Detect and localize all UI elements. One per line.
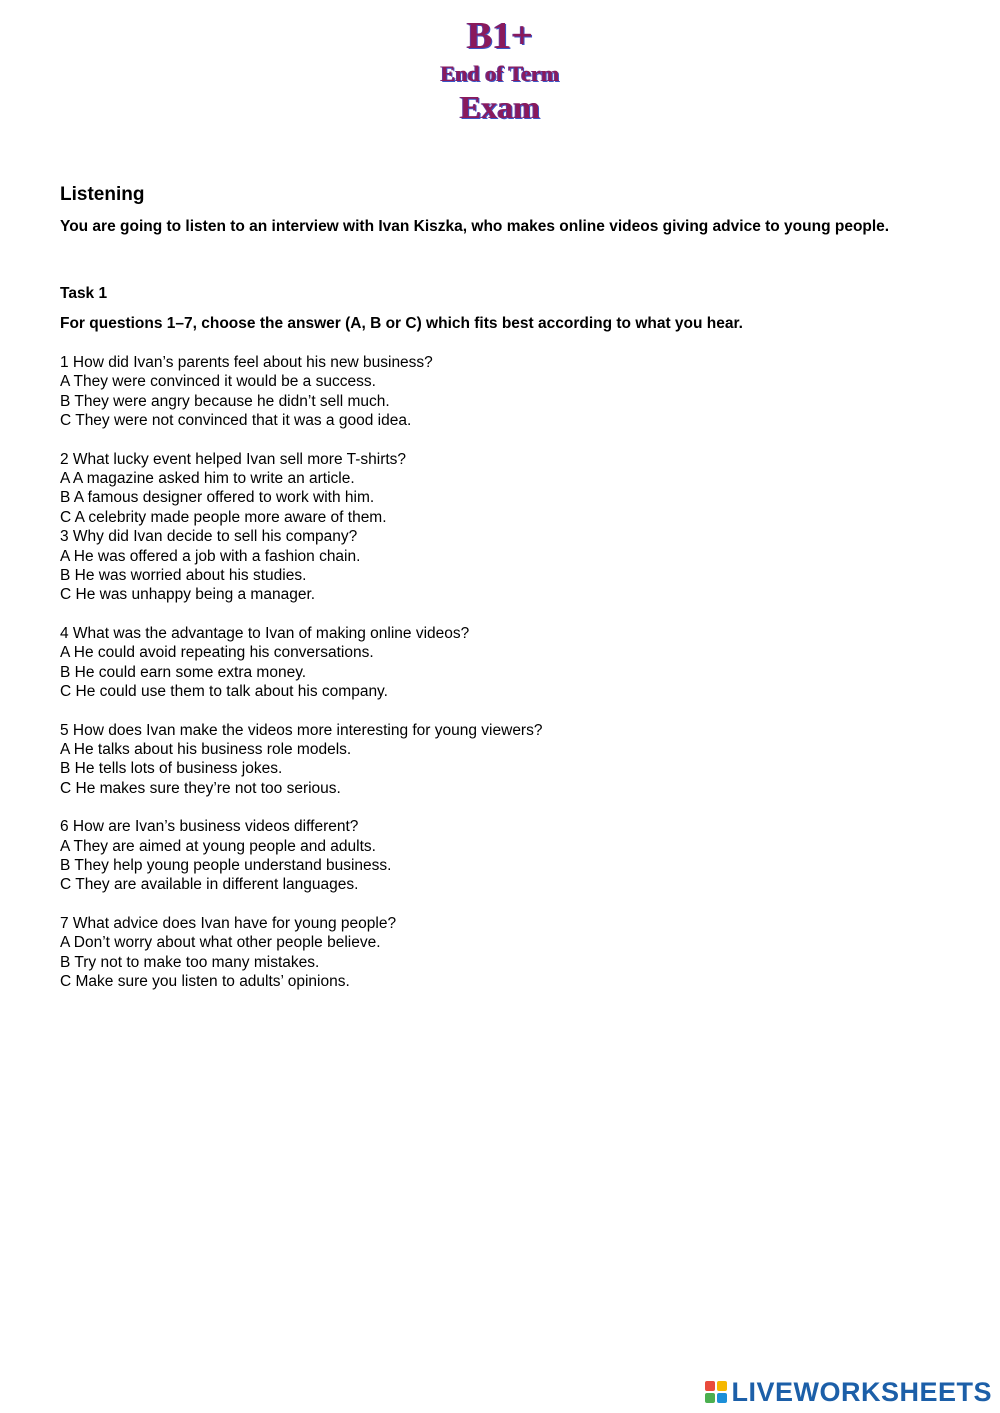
brand-wordmark: LIVEWORKSHEETS	[731, 1376, 992, 1407]
option-a: A He could avoid repeating his conversations.	[60, 644, 374, 662]
option-c: C They were not convinced that it was a good idea.	[60, 412, 412, 430]
option-c: C He was unhappy being a manager.	[60, 586, 316, 604]
option-b: B He could earn some extra money.	[60, 663, 307, 681]
option-a: A He was offered a job with a fashion chain.	[60, 547, 361, 565]
question-1	[60, 353, 940, 431]
title-exam: Exam	[460, 89, 540, 125]
option-b: B He tells lots of business jokes.	[60, 760, 283, 778]
task-instructions: For questions 1–7, choose the answer (A, B or C) which fits best according to what you hear.	[60, 315, 743, 332]
option-a: A They are aimed at young people and adults.	[60, 837, 376, 855]
question-2	[60, 450, 940, 528]
section-heading: Listening	[60, 184, 145, 205]
question-text: 3 Why did Ivan decide to sell his company?	[60, 528, 358, 546]
option-b: B Try not to make too many mistakes.	[60, 953, 320, 971]
option-a: A They were convinced it would be a success.	[60, 373, 376, 391]
section-intro: You are going to listen to an interview with Ivan Kiszka, who makes online videos giving advice to young people.	[60, 218, 890, 235]
question-text: 5 How does Ivan make the videos more interesting for young viewers?	[60, 721, 543, 739]
title-level: B1+	[467, 15, 533, 57]
question-list	[60, 353, 940, 1010]
option-b: B They help young people understand business.	[60, 856, 392, 874]
option-a: A Don’t worry about what other people believe.	[60, 934, 381, 952]
question-text: 1 How did Ivan’s parents feel about his new business?	[60, 354, 433, 371]
task-heading: Task 1	[60, 285, 108, 302]
option-b: B A famous designer offered to work with him.	[60, 489, 375, 507]
title-subtitle: End of Term	[440, 61, 560, 86]
question-5	[60, 721, 940, 799]
option-c: C He could use them to talk about his company.	[60, 683, 388, 701]
option-c: C A celebrity made people more aware of them.	[60, 508, 387, 526]
liveworksheets-logo-icon	[705, 1381, 727, 1403]
question-text: 4 What was the advantage to Ivan of making online videos?	[60, 624, 470, 642]
option-c: C Make sure you listen to adults’ opinions.	[60, 972, 350, 990]
question-4	[60, 624, 940, 702]
option-c: C They are available in different languages.	[60, 876, 359, 894]
option-b: B They were angry because he didn’t sell much.	[60, 392, 390, 410]
question-text: 6 How are Ivan’s business videos different?	[60, 818, 359, 836]
question-6	[60, 817, 940, 895]
exam-title	[0, 14, 1000, 126]
question-3	[60, 527, 940, 605]
option-c: C He makes sure they’re not too serious.	[60, 779, 341, 797]
question-7	[60, 914, 940, 992]
question-text: 2 What lucky event helped Ivan sell more T-shirts?	[60, 450, 407, 468]
option-b: B He was worried about his studies.	[60, 567, 307, 585]
liveworksheets-brand[interactable]	[705, 1377, 992, 1407]
option-a: A A magazine asked him to write an article.	[60, 470, 355, 488]
option-a: A He talks about his business role models.	[60, 740, 352, 758]
question-text: 7 What advice does Ivan have for young people?	[60, 914, 397, 932]
